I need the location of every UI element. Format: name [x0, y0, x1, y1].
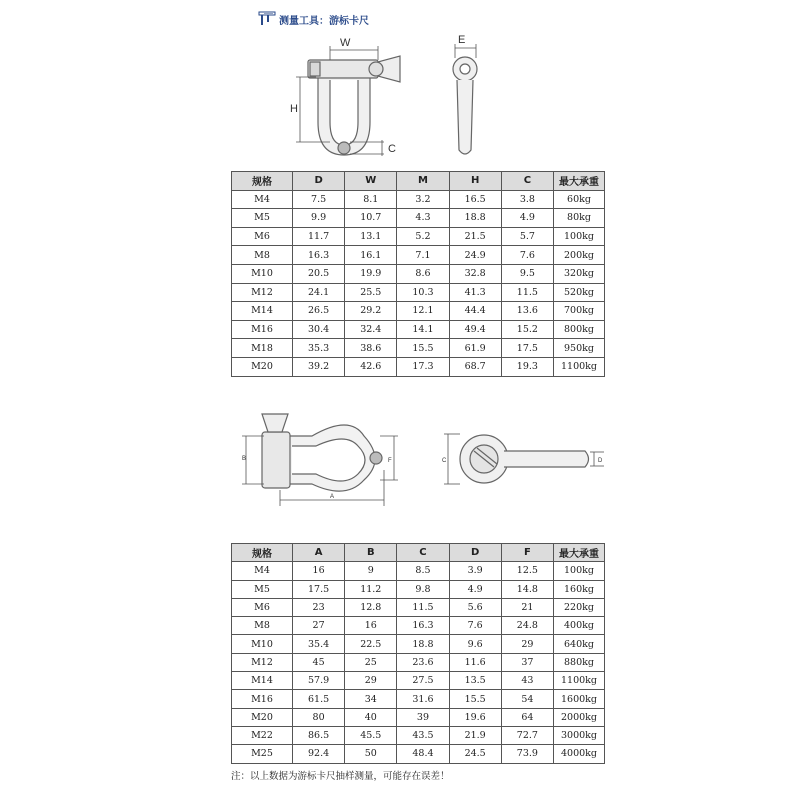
table-cell: 42.6 — [345, 357, 397, 376]
table-cell: 11.5 — [501, 283, 553, 302]
table-cell: 15.5 — [449, 690, 501, 708]
table-cell: 3000kg — [554, 726, 605, 744]
dim-label-h: H — [290, 103, 298, 115]
table-cell: 31.6 — [397, 690, 449, 708]
table-cell: 9 — [345, 562, 397, 580]
table-cell: 21 — [501, 598, 553, 616]
table-cell: 35.4 — [293, 635, 345, 653]
table-cell: 22.5 — [345, 635, 397, 653]
table-cell: 32.8 — [449, 264, 501, 283]
table-cell: 27 — [293, 617, 345, 635]
table-cell: 19.3 — [501, 357, 553, 376]
table-row — [232, 264, 605, 283]
spec-size-cell: M20 — [232, 357, 293, 376]
table-row — [232, 690, 605, 708]
d-shackle-front-view — [308, 56, 400, 155]
table-cell: 20.5 — [293, 264, 345, 283]
table-cell: 72.7 — [501, 726, 553, 744]
table-cell: 45 — [293, 653, 345, 671]
table-cell: 16.3 — [397, 617, 449, 635]
spec-size-cell: M16 — [232, 320, 293, 339]
table-cell: 24.5 — [449, 745, 501, 763]
table-cell: 12.8 — [345, 598, 397, 616]
table-cell: 7.5 — [293, 190, 345, 209]
table-cell: 29.2 — [345, 302, 397, 321]
table-cell: 16 — [345, 617, 397, 635]
spec-size-cell: M6 — [232, 598, 293, 616]
header-cell: F — [501, 544, 553, 562]
table-cell: 19.6 — [449, 708, 501, 726]
table-cell: 30.4 — [293, 320, 345, 339]
table-cell: 13.1 — [345, 227, 397, 246]
table-cell: 80kg — [554, 209, 605, 228]
table-cell: 12.5 — [501, 562, 553, 580]
table-cell: 10.3 — [397, 283, 449, 302]
table-cell: 25.5 — [345, 283, 397, 302]
table-cell: 100kg — [554, 562, 605, 580]
table-cell: 48.4 — [397, 745, 449, 763]
table-cell: 1100kg — [554, 672, 605, 690]
header-cell: 最大承重 — [554, 544, 605, 562]
table-cell: 40 — [345, 708, 397, 726]
table-cell: 16.3 — [293, 246, 345, 265]
table-cell: 24.8 — [501, 617, 553, 635]
table-row — [232, 562, 605, 580]
spec-size-cell: M8 — [232, 617, 293, 635]
table-cell: 15.2 — [501, 320, 553, 339]
table-cell: 950kg — [554, 339, 605, 358]
table-row — [232, 635, 605, 653]
spec-size-cell: M5 — [232, 209, 293, 228]
table-cell: 18.8 — [397, 635, 449, 653]
spec-size-cell: M10 — [232, 635, 293, 653]
table-cell: 44.4 — [449, 302, 501, 321]
spec-size-cell: M16 — [232, 690, 293, 708]
table-cell: 17.5 — [501, 339, 553, 358]
table-row — [232, 227, 605, 246]
table-cell: 45.5 — [345, 726, 397, 744]
table-cell: 17.3 — [397, 357, 449, 376]
table-cell: 8.6 — [397, 264, 449, 283]
header-cell: C — [397, 544, 449, 562]
table-cell: 3.8 — [501, 190, 553, 209]
dim-label-c2: C — [442, 458, 447, 464]
table-cell: 32.4 — [345, 320, 397, 339]
table-cell: 24.1 — [293, 283, 345, 302]
table-row — [232, 617, 605, 635]
table-cell: 19.9 — [345, 264, 397, 283]
table-cell: 3.2 — [397, 190, 449, 209]
dim-label-c: C — [388, 143, 396, 155]
spec-size-cell: M12 — [232, 653, 293, 671]
header-cell: A — [293, 544, 345, 562]
table-cell: 14.8 — [501, 580, 553, 598]
table-cell: 4.9 — [449, 580, 501, 598]
header-title: 测量工具：游标卡尺 — [279, 15, 369, 27]
table-cell: 24.9 — [449, 246, 501, 265]
table-cell: 15.5 — [397, 339, 449, 358]
spec-size-cell: M14 — [232, 302, 293, 321]
table-cell: 49.4 — [449, 320, 501, 339]
table-cell: 4000kg — [554, 745, 605, 763]
footnote: 注：以上数据为游标卡尺抽样测量，可能存在误差！ — [231, 771, 450, 782]
table-cell: 27.5 — [397, 672, 449, 690]
header-cell: M — [397, 172, 449, 191]
table-cell: 11.6 — [449, 653, 501, 671]
table-cell: 41.3 — [449, 283, 501, 302]
table-cell: 520kg — [554, 283, 605, 302]
table-cell: 16 — [293, 562, 345, 580]
table-cell: 80 — [293, 708, 345, 726]
spec-size-cell: M4 — [232, 190, 293, 209]
spec-size-cell: M22 — [232, 726, 293, 744]
table-row — [232, 302, 605, 321]
table-cell: 13.5 — [449, 672, 501, 690]
table-row — [232, 320, 605, 339]
table-cell: 700kg — [554, 302, 605, 321]
table-cell: 39 — [397, 708, 449, 726]
table-cell: 7.1 — [397, 246, 449, 265]
table-cell: 160kg — [554, 580, 605, 598]
table-cell: 61.5 — [293, 690, 345, 708]
table-cell: 640kg — [554, 635, 605, 653]
dim-label-b: B — [242, 456, 247, 462]
table-cell: 8.5 — [397, 562, 449, 580]
spec-size-cell: M6 — [232, 227, 293, 246]
table-cell: 4.3 — [397, 209, 449, 228]
table-row — [232, 598, 605, 616]
d-shackle-spec-table — [231, 171, 605, 377]
d-shackle-side-view — [453, 57, 477, 154]
table-cell: 880kg — [554, 653, 605, 671]
table-row — [232, 653, 605, 671]
header-cell: B — [345, 544, 397, 562]
table-cell: 14.1 — [397, 320, 449, 339]
table-row — [232, 580, 605, 598]
table-cell: 200kg — [554, 246, 605, 265]
table-cell: 57.9 — [293, 672, 345, 690]
header-cell: 最大承重 — [554, 172, 605, 191]
dim-label-e: E — [458, 34, 466, 46]
header-cell: W — [345, 172, 397, 191]
table-row — [232, 672, 605, 690]
table-cell: 29 — [501, 635, 553, 653]
table-cell: 43 — [501, 672, 553, 690]
table-cell: 25 — [345, 653, 397, 671]
table-cell: 8.1 — [345, 190, 397, 209]
table-row — [232, 745, 605, 763]
dim-label-f: F — [388, 458, 392, 464]
spec-size-cell: M5 — [232, 580, 293, 598]
table-cell: 11.5 — [397, 598, 449, 616]
table-cell: 9.9 — [293, 209, 345, 228]
table-cell: 7.6 — [449, 617, 501, 635]
header-cell: 规格 — [232, 544, 293, 562]
table-cell: 38.6 — [345, 339, 397, 358]
table-row — [232, 357, 605, 376]
table-cell: 23 — [293, 598, 345, 616]
table-cell: 43.5 — [397, 726, 449, 744]
table-cell: 18.8 — [449, 209, 501, 228]
dim-label-w: W — [340, 37, 351, 49]
spec-size-cell: M18 — [232, 339, 293, 358]
header-cell: D — [293, 172, 345, 191]
spec-size-cell: M8 — [232, 246, 293, 265]
table-cell: 400kg — [554, 617, 605, 635]
table-cell: 1600kg — [554, 690, 605, 708]
table-cell: 12.1 — [397, 302, 449, 321]
table-header-row — [232, 544, 605, 562]
table-cell: 9.5 — [501, 264, 553, 283]
dim-label-d: D — [598, 458, 603, 464]
table-cell: 68.7 — [449, 357, 501, 376]
table-cell: 11.2 — [345, 580, 397, 598]
table-cell: 3.9 — [449, 562, 501, 580]
table-cell: 5.7 — [501, 227, 553, 246]
table-cell: 13.6 — [501, 302, 553, 321]
spec-size-cell: M12 — [232, 283, 293, 302]
table-row — [232, 246, 605, 265]
table-cell: 4.9 — [501, 209, 553, 228]
dim-label-a: A — [330, 494, 335, 500]
table-cell: 5.2 — [397, 227, 449, 246]
table-row — [232, 339, 605, 358]
table-cell: 61.9 — [449, 339, 501, 358]
table-row — [232, 283, 605, 302]
table-cell: 17.5 — [293, 580, 345, 598]
table-row — [232, 209, 605, 228]
spec-size-cell: M10 — [232, 264, 293, 283]
spec-size-cell: M20 — [232, 708, 293, 726]
table-cell: 86.5 — [293, 726, 345, 744]
table-cell: 60kg — [554, 190, 605, 209]
table-cell: 800kg — [554, 320, 605, 339]
table-cell: 26.5 — [293, 302, 345, 321]
table-cell: 50 — [345, 745, 397, 763]
bow-shackle-side-view — [460, 435, 589, 483]
table-row — [232, 190, 605, 209]
table-cell: 29 — [345, 672, 397, 690]
header-cell: H — [449, 172, 501, 191]
table-cell: 39.2 — [293, 357, 345, 376]
header-cell: 规格 — [232, 172, 293, 191]
bow-shackle-spec-table — [231, 543, 605, 764]
table-cell: 16.1 — [345, 246, 397, 265]
table-cell: 64 — [501, 708, 553, 726]
bow-shackle-top-view — [262, 414, 382, 491]
header-cell: C — [501, 172, 553, 191]
table-cell: 100kg — [554, 227, 605, 246]
table-cell: 320kg — [554, 264, 605, 283]
table-cell: 54 — [501, 690, 553, 708]
table-cell: 37 — [501, 653, 553, 671]
table-cell: 21.5 — [449, 227, 501, 246]
table-header-row — [232, 172, 605, 191]
table-cell: 10.7 — [345, 209, 397, 228]
table-cell: 21.9 — [449, 726, 501, 744]
header-cell: D — [449, 544, 501, 562]
table-cell: 9.6 — [449, 635, 501, 653]
table-cell: 7.6 — [501, 246, 553, 265]
spec-size-cell: M25 — [232, 745, 293, 763]
table-cell: 11.7 — [293, 227, 345, 246]
table-cell: 9.8 — [397, 580, 449, 598]
table-cell: 16.5 — [449, 190, 501, 209]
table-cell: 220kg — [554, 598, 605, 616]
table-cell: 73.9 — [501, 745, 553, 763]
table-cell: 2000kg — [554, 708, 605, 726]
spec-size-cell: M14 — [232, 672, 293, 690]
table-cell: 1100kg — [554, 357, 605, 376]
table-row — [232, 726, 605, 744]
table-row — [232, 708, 605, 726]
table-cell: 92.4 — [293, 745, 345, 763]
table-cell: 34 — [345, 690, 397, 708]
spec-size-cell: M4 — [232, 562, 293, 580]
table-cell: 23.6 — [397, 653, 449, 671]
table-cell: 35.3 — [293, 339, 345, 358]
table-cell: 5.6 — [449, 598, 501, 616]
